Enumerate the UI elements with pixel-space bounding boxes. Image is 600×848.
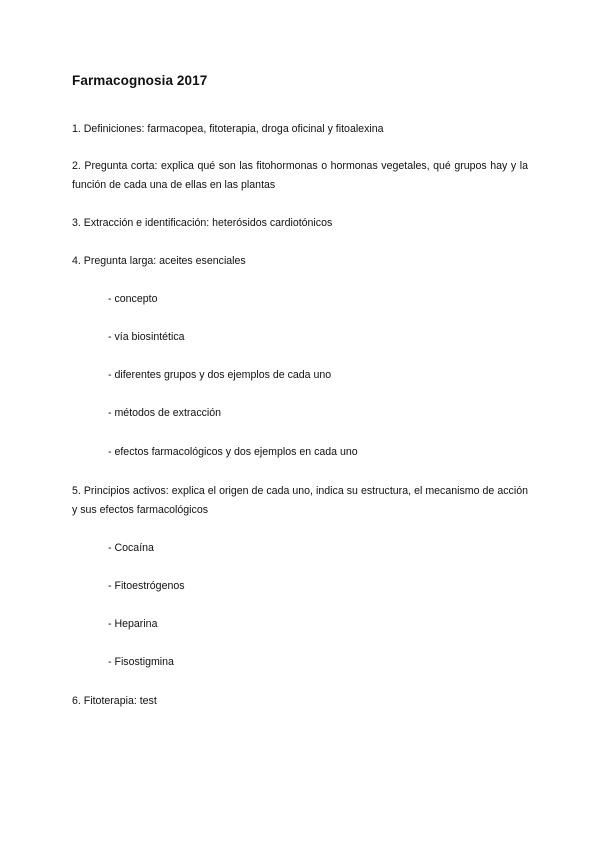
question-4: 4. Pregunta larga: aceites esenciales <box>72 255 246 267</box>
question-5-item: - Fitoestrógenos <box>108 580 185 592</box>
question-2: 2. Pregunta corta: explica qué son las fitohormonas o hormonas vegetales, qué grupos hay y la función de cada una de ellas en las plantas <box>72 160 528 191</box>
question-4-item: - diferentes grupos y dos ejemplos de cada uno <box>108 369 332 381</box>
question-4-item: - métodos de extracción <box>108 407 222 419</box>
question-3: 3. Extracción e identificación: heterósidos cardiotónicos <box>72 217 333 229</box>
question-4-item: - concepto <box>108 293 158 305</box>
question-6: 6. Fitoterapia: test <box>72 695 157 707</box>
question-5-item: - Cocaína <box>108 542 154 554</box>
question-5-item: - Heparina <box>108 618 158 630</box>
question-1: 1. Definiciones: farmacopea, fitoterapia, droga oficinal y fitoalexina <box>72 123 384 135</box>
document-title: Farmacognosia 2017 <box>72 73 208 88</box>
question-4-item: - vía biosintética <box>108 331 185 343</box>
question-5-item: - Fisostigmina <box>108 656 174 668</box>
question-4-item: - efectos farmacológicos y dos ejemplos en cada uno <box>108 446 358 458</box>
question-5: 5. Principios activos: explica el origen de cada uno, indica su estructura, el mecanismo de acción y sus efectos farmacológicos <box>72 485 528 516</box>
